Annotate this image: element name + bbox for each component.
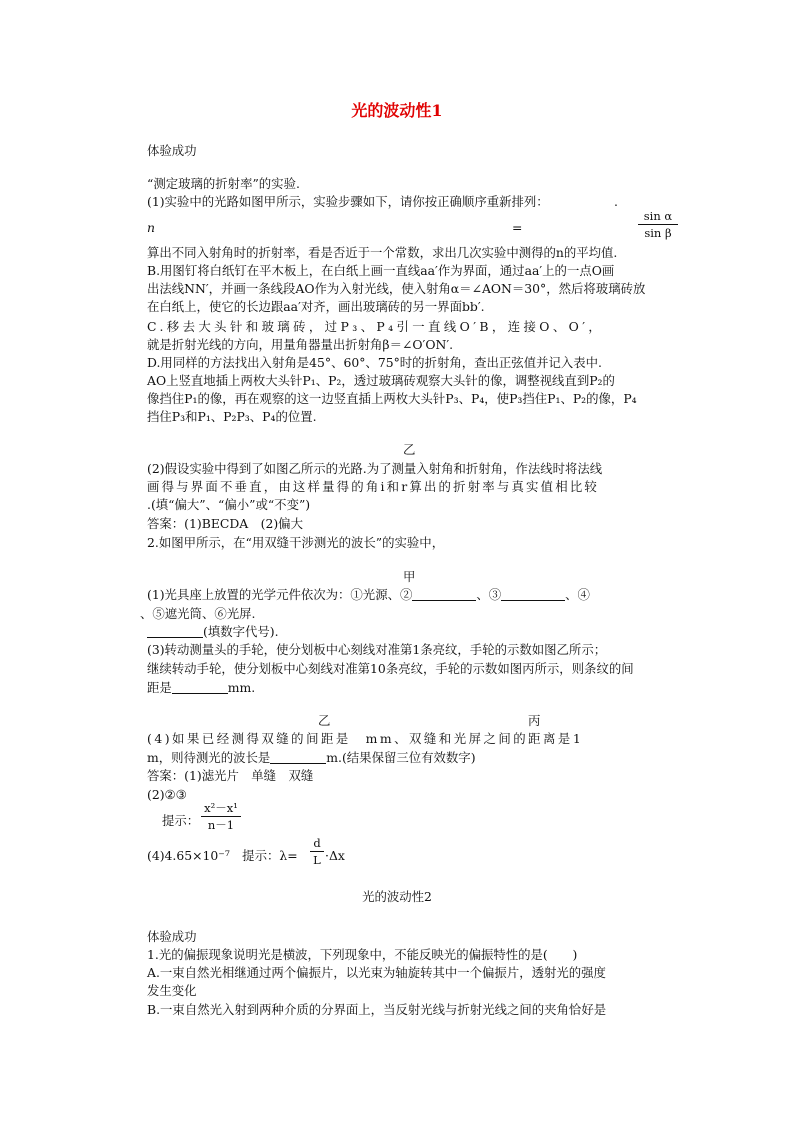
answer-blank	[501, 586, 565, 601]
question-text: 、④	[565, 587, 590, 602]
document-title: 光的波动性1	[351, 101, 443, 120]
question-line: (3)转动测量头的手轮，使分划板中心刻线对准第1条亮纹，手轮的示数如图乙所示；	[147, 642, 607, 657]
question-text: (1)光具座上放置的光学元件依次为：①光源、②	[147, 587, 413, 602]
answer: ·Δx	[325, 848, 345, 863]
paragraph: .	[614, 194, 618, 209]
paragraph: (1)实验中的光路如图甲所示，实验步骤如下，请你按正确顺序重新排列：	[147, 194, 549, 209]
formula-n	[147, 218, 155, 237]
figure-label: 甲	[403, 569, 416, 584]
fraction	[638, 209, 678, 240]
hint-label: 提示：	[162, 813, 200, 828]
paragraph: 像挡住P₁的像，再在观察的这一边竖直插上两枚大头针P₃、P₄，使P₃挡住P₁、P₂的像，P₄	[147, 391, 637, 406]
figure-label: 乙	[318, 713, 331, 728]
paragraph: B.用图钉将白纸钉在平木板上，在白纸上画一直线aa′作为界面，通过aa′上的一点O画	[147, 263, 615, 278]
question-line	[147, 585, 590, 604]
fraction-numerator: d	[313, 836, 321, 850]
question-text: 距是	[147, 680, 172, 695]
paragraph: C.移去大头针和玻璃砖，过P₃、P₄引一直线O′B，连接O、O′，	[147, 319, 605, 334]
paragraph: D.用同样的方法找出入射角是45°、60°、75°时的折射角，查出正弦值并记入表中.	[147, 355, 602, 370]
paragraph: 挡住P₃和P₁、P₂P₃、P₄的位置.	[147, 409, 317, 424]
answer-blank	[147, 623, 203, 638]
option: 发生变化	[147, 983, 197, 998]
fraction-numerator: x²－x¹	[204, 801, 238, 815]
option: B.一束自然光入射到两种介质的分界面上，当反射光线与折射光线之间的夹角恰好是	[147, 1002, 607, 1017]
question-line: (4)如果已经测得双缝的间距是 mm、双缝和光屏之间的距离是1	[147, 731, 584, 746]
question: 2.如图甲所示，在“用双缝干涉测光的波长”的实验中，	[147, 535, 445, 550]
fraction	[310, 836, 324, 867]
question-text: 、③	[476, 587, 502, 602]
paragraph: (2)假设实验中得到了如图乙所示的光路.为了测量入射角和折射角，作法线时将法线	[147, 461, 603, 476]
paragraph: 在白纸上，使它的长边跟aa′对齐，画出玻璃砖的另一界面bb′.	[147, 299, 485, 314]
question-text: m，则待测光的波长是	[147, 750, 271, 765]
formula-symbol: n	[147, 220, 155, 235]
answer-blank	[172, 679, 228, 694]
answer: (4)4.65×10⁻⁷ 提示：λ=	[147, 848, 298, 863]
question-line	[147, 678, 255, 697]
fraction-denominator: n－1	[207, 818, 235, 832]
fraction-denominator: L	[313, 853, 321, 867]
section-title: 光的波动性2	[362, 889, 432, 904]
option: A.一束自然光相继通过两个偏振片，以光束为轴旋转其中一个偏振片，透射光的强度	[147, 965, 606, 980]
paragraph: .(填“偏大”、“偏小”或“不变”)	[147, 497, 311, 512]
section-heading: 体验成功	[147, 929, 197, 944]
question-text: m.(结果保留三位有效数字)	[326, 750, 476, 765]
paragraph: 画得与界面不垂直，由这样量得的角i和r算出的折射率与真实值相比较	[147, 479, 600, 494]
fraction-bar	[638, 224, 678, 225]
question-line	[147, 622, 279, 641]
fraction-numerator: sin α	[643, 209, 673, 223]
section-heading: 体验成功	[147, 143, 197, 158]
answer: (2)②③	[147, 787, 187, 802]
paragraph: “测定玻璃的折射率”的实验.	[147, 176, 300, 191]
answer: 答案：(1)滤光片 单缝 双缝	[147, 768, 314, 783]
fraction-bar	[310, 851, 324, 852]
question-line: 、⑤遮光筒、⑥光屏.	[140, 606, 256, 621]
question: 1.光的偏振现象说明光是横波，下列现象中，不能反映光的偏振特性的是( )	[147, 947, 578, 962]
fraction-bar	[201, 816, 241, 817]
figure-label: 丙	[528, 713, 541, 728]
figure-label: 乙	[403, 442, 416, 457]
question-line	[147, 748, 476, 767]
fraction	[201, 801, 241, 832]
question-line: 继续转动手轮，使分划板中心刻线对准第10条亮纹，手轮的示数如图丙所示，则条纹的间	[147, 661, 634, 676]
formula-equals: =	[512, 220, 523, 235]
paragraph: AO上竖直地插上两枚大头针P₁、P₂，透过玻璃砖观察大头针的像，调整视线直到P₂的	[147, 373, 615, 388]
paragraph: 出法线NN′，并画一条线段AO作为入射光线，使入射角α＝∠AON＝30°，然后将玻璃砖放	[147, 281, 646, 296]
fraction-denominator: sin β	[644, 226, 672, 240]
answer-blank	[270, 749, 326, 764]
paragraph: 就是折射光线的方向，用量角器量出折射角β＝∠O′ON′.	[147, 337, 454, 352]
answer-blank	[412, 586, 476, 601]
paragraph: 算出不同入射角时的折射率，看是否近于一个常数，求出几次实验中测得的n的平均值.	[147, 245, 618, 260]
question-text: mm.	[227, 680, 256, 695]
question-text: (填数字代号).	[203, 624, 279, 639]
answer: 答案：(1)BECDA (2)偏大	[147, 516, 303, 531]
